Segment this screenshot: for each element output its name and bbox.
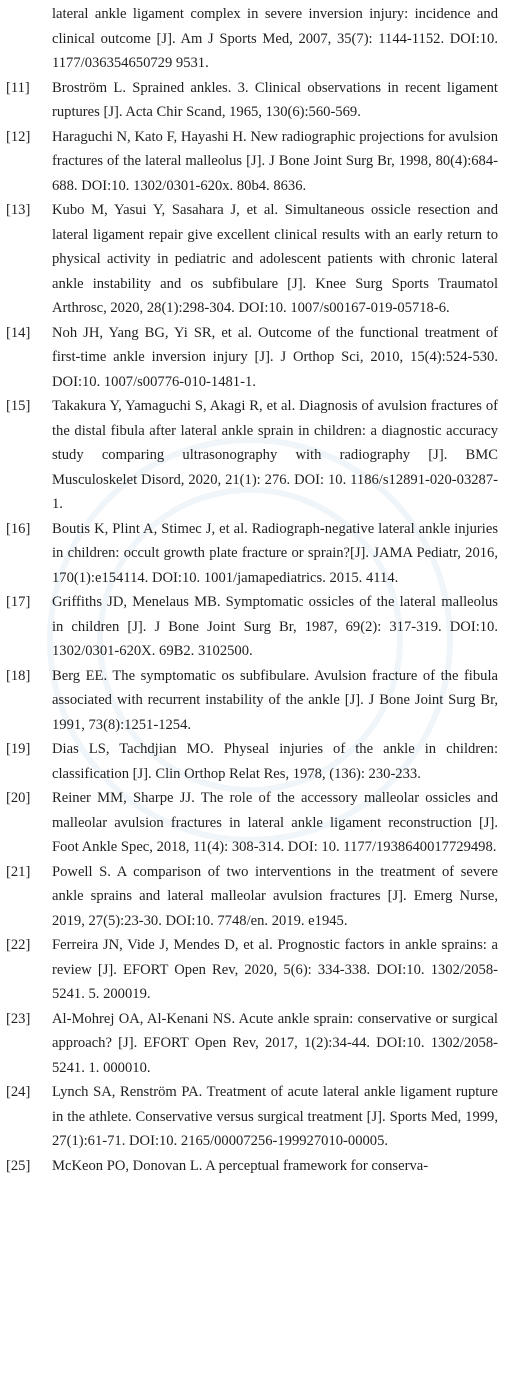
reference-item	[6, 125, 498, 199]
reference-number: [17]	[6, 594, 31, 610]
reference-text: Kubo M, Yasui Y, Sasahara J, et al. Simultaneous ossicle resection and lateral ligament repair give excellent clinical results with an early return to physical activity in pediatric and adolescent patients with chronic lateral ankle instability and os subfibulare [J]. Knee Surg Sports Traumatol Arthrosc, 2020, 28(1):298-304. DOI:10. 1007/s00167-019-05718-6.	[52, 202, 498, 316]
reference-text: Takakura Y, Yamaguchi S, Akagi R, et al. Diagnosis of avulsion fractures of the distal fibula after lateral ankle sprain in children: a diagnostic accuracy study comparing ultrasonography with radiography [J]. BMC Musculoskelet Disord, 2020, 21(1): 276. DOI: 10. 1186/s12891-020-03287-1.	[52, 398, 498, 512]
reference-text: Lynch SA, Renström PA. Treatment of acute lateral ankle ligament rupture in the athlete. Conservative versus surgical treatment [J]. Sports Med, 1999, 27(1):61-71. DOI:10. 2165/00007256-199927010-00005.	[52, 1084, 498, 1149]
reference-text: Broström L. Sprained ankles. 3. Clinical observations in recent ligament ruptures [J]. Acta Chir Scand, 1965, 130(6):560-569.	[52, 79, 498, 120]
reference-text: Haraguchi N, Kato F, Hayashi H. New radiographic projections for avulsion fractures of the lateral malleolus [J]. J Bone Joint Surg Br, 1998, 80(4):684-688. DOI:10. 1302/0301-620x. 80b4. 8636.	[52, 128, 498, 194]
reference-item	[6, 590, 498, 664]
reference-item	[6, 1154, 498, 1179]
reference-item	[6, 933, 498, 1007]
reference-number: [12]	[6, 128, 31, 145]
reference-text: lateral ankle ligament complex in severe inversion injury: incidence and clinical outcome [J]. Am J Sports Med, 2007, 35(7): 1144-1152. DOI:10. 1177/036354650729 9531.	[52, 6, 498, 71]
reference-item	[6, 1007, 498, 1081]
reference-number: [16]	[6, 520, 31, 537]
reference-item	[6, 76, 498, 125]
reference-number: [18]	[6, 667, 31, 684]
reference-text: Noh JH, Yang BG, Yi SR, et al. Outcome of the functional treatment of first-time ankle inversion injury [J]. J Orthop Sci, 2010, 15(4):524-530. DOI:10. 1007/s00776-010-1481-1.	[52, 324, 498, 390]
reference-number: [25]	[6, 1157, 31, 1174]
reference-number: [22]	[6, 937, 31, 953]
reference-text: Reiner MM, Sharpe JJ. The role of the accessory malleolar ossicles and malleolar avulsion fractures in lateral ankle ligament reconstruction [J]. Foot Ankle Spec, 2018, 11(4): 308-314. DOI: 10. 1177/1938640017729498.	[52, 790, 498, 855]
reference-text: Boutis K, Plint A, Stimec J, et al. Radiograph-negative lateral ankle injuries in children: occult growth plate fracture or sprain?[J]. JAMA Pediatr, 2016, 170(1):e154114. DOI:10. 1001/jamapediatrics. 2015. 4114.	[52, 520, 498, 586]
reference-number: [11]	[6, 79, 30, 96]
reference-number: [19]	[6, 741, 31, 757]
reference-item	[6, 198, 498, 321]
reference-number: [21]	[6, 863, 31, 880]
reference-number: [24]	[6, 1084, 31, 1100]
reference-item	[6, 786, 498, 860]
reference-text: Al-Mohrej OA, Al-Kenani NS. Acute ankle sprain: conservative or surgical approach? [J]. EFORT Open Rev, 2017, 1(2):34-44. DOI:10. 1302/2058-5241. 1. 000010.	[52, 1010, 498, 1076]
reference-item	[6, 860, 498, 934]
reference-item	[6, 394, 498, 517]
reference-number: [20]	[6, 790, 31, 806]
reference-number: [15]	[6, 398, 31, 414]
reference-item	[6, 321, 498, 395]
reference-item	[6, 664, 498, 738]
reference-text: McKeon PO, Donovan L. A perceptual framework for conserva-	[52, 1157, 429, 1174]
reference-text: Berg EE. The symptomatic os subfibulare. Avulsion fracture of the fibula associated with recurrent instability of the ankle [J]. J Bone Joint Surg Br, 1991, 73(8):1251-1254.	[52, 667, 498, 733]
reference-text: Griffiths JD, Menelaus MB. Symptomatic ossicles of the lateral malleolus in children [J]. J Bone Joint Surg Br, 1987, 69(2): 317-319. DOI:10. 1302/0301-620X. 69B2. 3102500.	[52, 594, 498, 659]
reference-text: Powell S. A comparison of two interventions in the treatment of severe ankle sprains and lateral malleolar avulsion fractures [J]. Emerg Nurse, 2019, 27(5):23-30. DOI:10. 7748/en. 2019. e1945.	[52, 863, 498, 929]
reference-item	[6, 1080, 498, 1154]
reference-number: [13]	[6, 202, 31, 218]
reference-text: Dias LS, Tachdjian MO. Physeal injuries of the ankle in children: classification [J]. Clin Orthop Relat Res, 1978, (136): 230-233.	[52, 741, 498, 782]
reference-item	[6, 2, 498, 76]
reference-text: Ferreira JN, Vide J, Mendes D, et al. Prognostic factors in ankle sprains: a review [J]. EFORT Open Rev, 2020, 5(6): 334-338. DOI:10. 1302/2058-5241. 5. 200019.	[52, 937, 498, 1002]
reference-item	[6, 737, 498, 786]
reference-number: [14]	[6, 324, 31, 341]
reference-item	[6, 517, 498, 591]
reference-number: [23]	[6, 1010, 31, 1027]
